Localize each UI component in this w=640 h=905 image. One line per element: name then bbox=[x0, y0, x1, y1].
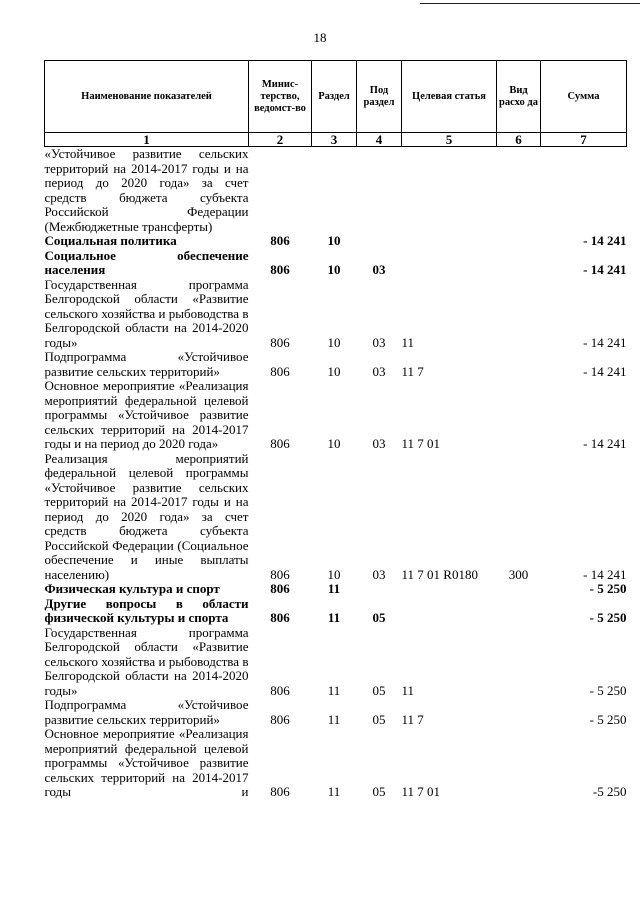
column-number: 3 bbox=[312, 133, 357, 147]
row-ministry: 806 bbox=[270, 436, 290, 451]
row-ministry: 806 bbox=[270, 711, 290, 727]
row-expense-type: 300 bbox=[508, 566, 529, 582]
row-expense-type bbox=[497, 597, 541, 626]
row-section: 11 bbox=[327, 711, 341, 727]
row-ministry: 806 bbox=[270, 784, 290, 799]
row-expense-type bbox=[497, 698, 541, 727]
row-amount: - 5 250 bbox=[589, 610, 627, 625]
row-amount: - 5 250 bbox=[589, 711, 627, 727]
row-subsection: 03 bbox=[372, 436, 386, 451]
header-target: Целевая статья bbox=[402, 61, 497, 133]
row-section: 10 bbox=[327, 436, 341, 451]
column-number: 7 bbox=[541, 133, 627, 147]
row-ministry: 806 bbox=[270, 363, 290, 379]
row-amount: - 14 241 bbox=[583, 363, 627, 379]
row-amount: - 14 241 bbox=[583, 334, 627, 350]
row-expense-type bbox=[497, 727, 541, 800]
row-subsection bbox=[357, 582, 402, 597]
row-amount: - 14 241 bbox=[583, 566, 627, 582]
row-subsection: 03 bbox=[372, 262, 386, 277]
column-number-row bbox=[45, 133, 627, 147]
row-ministry: 806 bbox=[270, 610, 290, 625]
table-header-row bbox=[45, 61, 627, 133]
row-ministry: 806 bbox=[270, 334, 290, 350]
row-name: Социальная политика bbox=[44, 233, 177, 248]
table-row bbox=[45, 698, 627, 727]
page-edge-line bbox=[420, 3, 640, 4]
table-row bbox=[45, 350, 627, 379]
row-amount: - 5 250 bbox=[589, 682, 627, 698]
row-amount: - 14 241 bbox=[583, 262, 627, 277]
row-target: 11 7 01 R0180 bbox=[401, 566, 478, 582]
row-section: 10 bbox=[327, 566, 341, 582]
row-subsection: 03 bbox=[372, 566, 386, 582]
row-expense-type bbox=[497, 582, 541, 597]
row-target bbox=[402, 582, 497, 597]
row-name: Основное мероприятие «Реализация мероприятий федеральной целевой программы «Устойчивое развитие сельских территорий на 2014-2017 годы и bbox=[44, 726, 249, 799]
row-amount bbox=[541, 147, 627, 235]
row-ministry: 806 bbox=[270, 262, 290, 277]
row-amount: -5 250 bbox=[592, 784, 627, 799]
column-number: 4 bbox=[357, 133, 402, 147]
column-number: 1 bbox=[45, 133, 249, 147]
row-target: 11 bbox=[401, 334, 415, 350]
row-name: Подпрограмма «Устойчивое развитие сельских территорий» bbox=[44, 349, 249, 379]
row-section: 10 bbox=[327, 233, 341, 248]
row-section bbox=[312, 147, 357, 235]
header-name: Наименование показателей bbox=[45, 61, 249, 133]
row-ministry: 806 bbox=[270, 566, 290, 582]
row-name: Основное мероприятие «Реализация мероприятий федеральной целевой программы «Устойчивое развитие сельских территорий на 2014-2017 годы и на период до 2020 года» bbox=[44, 378, 249, 451]
row-section: 11 bbox=[327, 682, 341, 698]
table-row bbox=[45, 278, 627, 351]
row-target bbox=[402, 147, 497, 235]
header-ministry: Минис-терство, ведомст-во bbox=[249, 61, 312, 133]
row-subsection: 05 bbox=[372, 711, 386, 727]
table-row bbox=[45, 147, 627, 235]
row-target bbox=[402, 597, 497, 626]
row-expense-type bbox=[497, 626, 541, 699]
row-expense-type bbox=[497, 350, 541, 379]
budget-table bbox=[44, 60, 627, 800]
row-ministry: 806 bbox=[270, 581, 290, 596]
table-row bbox=[45, 234, 627, 249]
row-ministry: 806 bbox=[270, 233, 290, 248]
row-name: Подпрограмма «Устойчивое развитие сельских территорий» bbox=[44, 697, 249, 727]
row-target: 11 bbox=[401, 682, 415, 698]
column-number: 5 bbox=[402, 133, 497, 147]
row-target: 11 7 bbox=[401, 711, 424, 727]
row-name: Физическая культура и спорт bbox=[44, 581, 220, 596]
row-expense-type bbox=[497, 278, 541, 351]
row-section: 10 bbox=[327, 334, 341, 350]
row-target: 11 7 bbox=[401, 363, 424, 379]
column-number: 2 bbox=[249, 133, 312, 147]
column-number: 6 bbox=[497, 133, 541, 147]
row-subsection: 03 bbox=[372, 334, 386, 350]
row-expense-type bbox=[497, 379, 541, 452]
row-section: 10 bbox=[327, 363, 341, 379]
row-target bbox=[402, 249, 497, 278]
header-amount: Сумма bbox=[541, 61, 627, 133]
row-section: 10 bbox=[327, 262, 341, 277]
row-expense-type bbox=[497, 249, 541, 278]
table-row bbox=[45, 452, 627, 583]
table-row bbox=[45, 626, 627, 699]
row-target: 11 7 01 bbox=[401, 784, 441, 799]
row-subsection bbox=[357, 234, 402, 249]
row-subsection: 05 bbox=[372, 610, 386, 625]
row-section: 11 bbox=[327, 581, 341, 596]
row-name: Государственная программа Белгородской области «Развитие сельского хозяйства и рыбоводства в Белгородской области на 2014-2020 годы» bbox=[44, 624, 249, 698]
row-name: Реализация мероприятий федеральной целевой программы «Устойчивое развитие сельских территорий на 2014-2017 годы и на период до 2020 года» за счет средств бюджета субъекта Российской Федерации (Социальное обеспечение и иные выплаты населению) bbox=[44, 450, 249, 582]
row-amount: - 14 241 bbox=[583, 436, 627, 451]
row-amount: - 5 250 bbox=[589, 581, 627, 596]
table-row bbox=[45, 727, 627, 800]
row-name: Социальное обеспечение населения bbox=[44, 247, 249, 277]
row-name: «Устойчивое развитие сельских территорий на 2014-2017 годы и на период до 2020 года» за счет средств бюджета субъекта Российской Федерации (Межбюджетные трансферты) bbox=[44, 146, 249, 234]
row-section: 11 bbox=[327, 784, 341, 799]
row-section: 11 bbox=[327, 610, 341, 625]
row-name: Государственная программа Белгородской области «Развитие сельского хозяйства и рыбоводства в Белгородской области на 2014-2020 годы» bbox=[44, 276, 249, 350]
header-section: Раздел bbox=[312, 61, 357, 133]
row-ministry: 806 bbox=[270, 682, 290, 698]
page-number: 18 bbox=[313, 30, 327, 45]
row-subsection: 05 bbox=[372, 784, 386, 799]
row-name: Другие вопросы в области физической культуры и спорта bbox=[44, 595, 249, 625]
header-expense-type: Вид расхо да bbox=[497, 61, 541, 133]
row-amount: - 14 241 bbox=[583, 233, 627, 248]
row-expense-type bbox=[497, 147, 541, 235]
table-row bbox=[45, 582, 627, 597]
header-subsection: Под раздел bbox=[357, 61, 402, 133]
table-row bbox=[45, 249, 627, 278]
row-subsection bbox=[357, 147, 402, 235]
row-ministry bbox=[249, 147, 312, 235]
row-target: 11 7 01 bbox=[401, 436, 441, 451]
table-row bbox=[45, 597, 627, 626]
row-target bbox=[402, 234, 497, 249]
row-subsection: 03 bbox=[372, 363, 386, 379]
row-subsection: 05 bbox=[372, 682, 386, 698]
table-row bbox=[45, 379, 627, 452]
row-expense-type bbox=[497, 234, 541, 249]
